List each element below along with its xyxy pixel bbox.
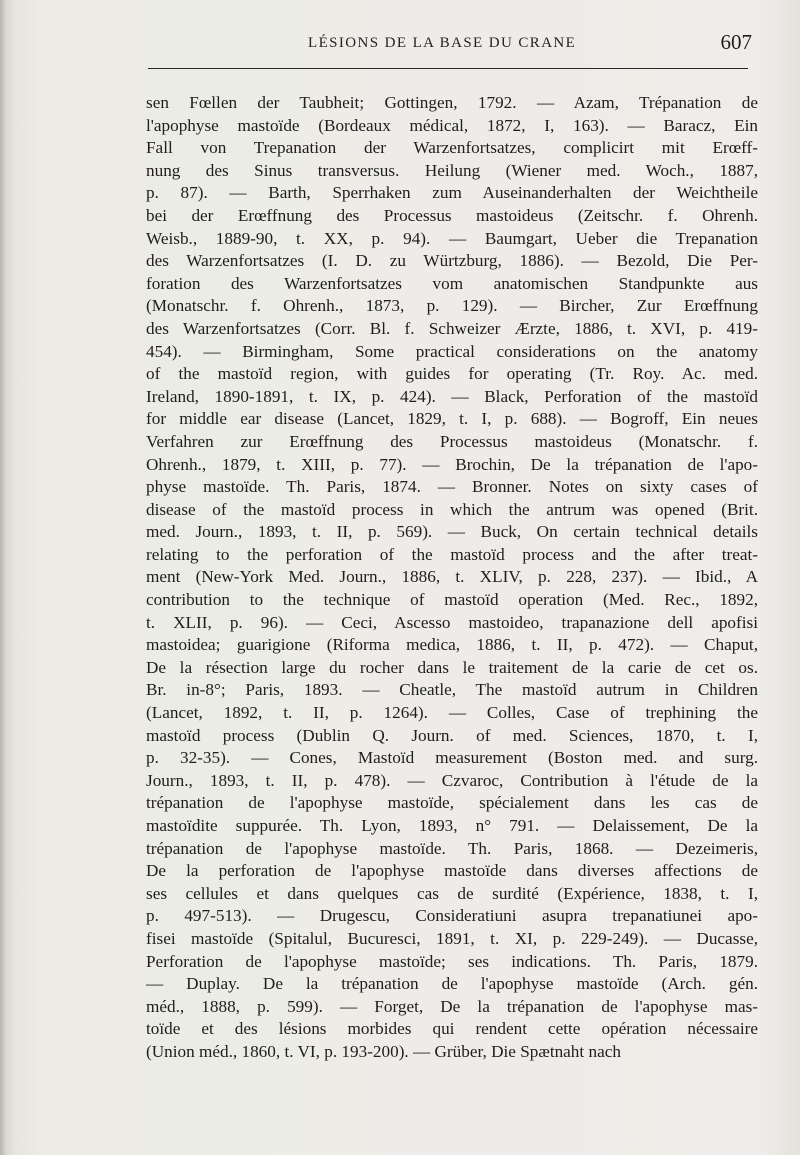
- text-line: mastoïdite suppurée. Th. Lyon, 1893, n° 791. — Delaissement, De la: [146, 816, 758, 835]
- text-line: Ireland, 1890-1891, t. IX, p. 424). — Black, Perforation of the mastoïd: [146, 386, 758, 406]
- text-line: mastoidea; guarigione (Riforma medica, 1886, t. II, p. 472). — Chaput,: [146, 635, 758, 655]
- text-line: des Warzenfortsatzes (I. D. zu Würtzburg, 1886). — Bezold, Die Per-: [146, 251, 758, 271]
- text-line: des Warzenfortsatzes (Corr. Bl. f. Schweizer Ærzte, 1886, t. XVI, p. 419-: [146, 318, 758, 338]
- text-line: med. Journ., 1893, t. II, p. 569). — Buck, On certain technical details: [146, 522, 758, 542]
- page-header: [150, 26, 752, 60]
- text-line: (Union méd., 1860, t. VI, p. 193-200). — Grüber, Die Spætnaht nach: [146, 1041, 621, 1061]
- text-line: trépanation de l'apophyse mastoïde, spécialement dans les cas de: [146, 793, 758, 813]
- page-number: 607: [720, 30, 752, 54]
- header-rule: [148, 68, 748, 69]
- scan-shadow: [0, 0, 6, 1155]
- text-line: l'apophyse mastoïde (Bordeaux médical, 1872, I, 163). — Baracz, Ein: [146, 115, 758, 135]
- text-line: Ohrenh., 1879, t. XIII, p. 77). — Brochin, De la trépanation de l'apo-: [146, 454, 758, 474]
- text-line: p. 87). — Barth, Sperrhaken zum Auseinanderhalten der Weichtheile: [146, 183, 758, 203]
- text-line: 454). — Birmingham, Some practical considerations on the anatomy: [146, 341, 758, 361]
- text-line: Weisb., 1889-90, t. XX, p. 94). — Baumgart, Ueber die Trepanation: [146, 228, 758, 248]
- text-line: p. 497-513). — Drugescu, Consideratiuni asupra trepanatiunei apo-: [146, 906, 758, 926]
- text-line: Fall von Trepanation der Warzenfortsatzes, complicirt mit Erœff-: [146, 138, 758, 158]
- text-line: Journ., 1893, t. II, p. 478). — Czvaroc, Contribution à l'étude de la: [146, 770, 758, 790]
- text-line: of the mastoïd region, with guides for operating (Tr. Roy. Ac. med.: [146, 364, 758, 384]
- text-line: fisei mastoïde (Spitalul, Bucuresci, 1891, t. XI, p. 229-249). — Ducasse,: [146, 928, 758, 948]
- text-line: contribution to the technique of mastoïd operation (Med. Rec., 1892,: [146, 590, 758, 610]
- bibliography-text: [146, 92, 758, 1064]
- running-title: LÉSIONS DE LA BASE DU CRANE: [308, 35, 577, 51]
- text-line: relating to the perforation of the mastoïd process and the after treat-: [146, 544, 758, 564]
- text-line: méd., 1888, p. 599). — Forget, De la trépanation de l'apophyse mas-: [146, 996, 758, 1016]
- text-line: De la résection large du rocher dans le traitement de la carie de cet os.: [146, 657, 758, 677]
- text-line: — Duplay. De la trépanation de l'apophyse mastoïde (Arch. gén.: [146, 974, 758, 994]
- text-line: disease of the mastoïd process in which the antrum was opened (Brit.: [146, 499, 758, 519]
- text-line: mastoïd process (Dublin Q. Journ. of med. Sciences, 1870, t. I,: [146, 725, 758, 745]
- text-line: for middle ear disease (Lancet, 1829, t. I, p. 688). — Bogroff, Ein neues: [146, 409, 758, 429]
- text-line: t. XLII, p. 96). — Ceci, Ascesso mastoideo, trapanazione dell apofisi: [146, 612, 758, 632]
- text-line: foration des Warzenfortsatzes vom anatomischen Standpunkte aus: [146, 273, 758, 293]
- text-line: ses cellules et dans quelques cas de surdité (Expérience, 1838, t. I,: [146, 883, 758, 903]
- text-line: p. 32-35). — Cones, Mastoïd measurement (Boston med. and surg.: [146, 748, 758, 768]
- text-line: bei der Erœffnung des Processus mastoideus (Zeitschr. f. Ohrenh.: [146, 205, 758, 225]
- text-line: Br. in-8°; Paris, 1893. — Cheatle, The mastoïd autrum in Children: [146, 680, 758, 700]
- text-line: sen Fœllen der Taubheit; Gottingen, 1792. — Azam, Trépanation de: [146, 93, 758, 112]
- text-line: ment (New-York Med. Journ., 1886, t. XLIV, p. 228, 237). — Ibid., A: [146, 567, 758, 587]
- text-line: (Lancet, 1892, t. II, p. 1264). — Colles, Case of trephining the: [146, 703, 758, 723]
- text-line: nung des Sinus transversus. Heilung (Wiener med. Woch., 1887,: [146, 160, 758, 180]
- text-line: Perforation de l'apophyse mastoïde; ses indications. Th. Paris, 1879.: [146, 951, 758, 971]
- text-line: physe mastoïde. Th. Paris, 1874. — Bronner. Notes on sixty cases of: [146, 477, 758, 497]
- text-line: Verfahren zur Erœffnung des Processus mastoideus (Monatschr. f.: [146, 431, 758, 451]
- text-line: trépanation de l'apophyse mastoïde. Th. Paris, 1868. — Dezeimeris,: [146, 838, 758, 858]
- text-line: toïde et des lésions morbides qui rendent cette opération nécessaire: [146, 1019, 758, 1039]
- text-line: (Monatschr. f. Ohrenh., 1873, p. 129). — Bircher, Zur Erœffnung: [146, 296, 758, 316]
- text-line: De la perforation de l'apophyse mastoïde dans diverses affections de: [146, 861, 758, 881]
